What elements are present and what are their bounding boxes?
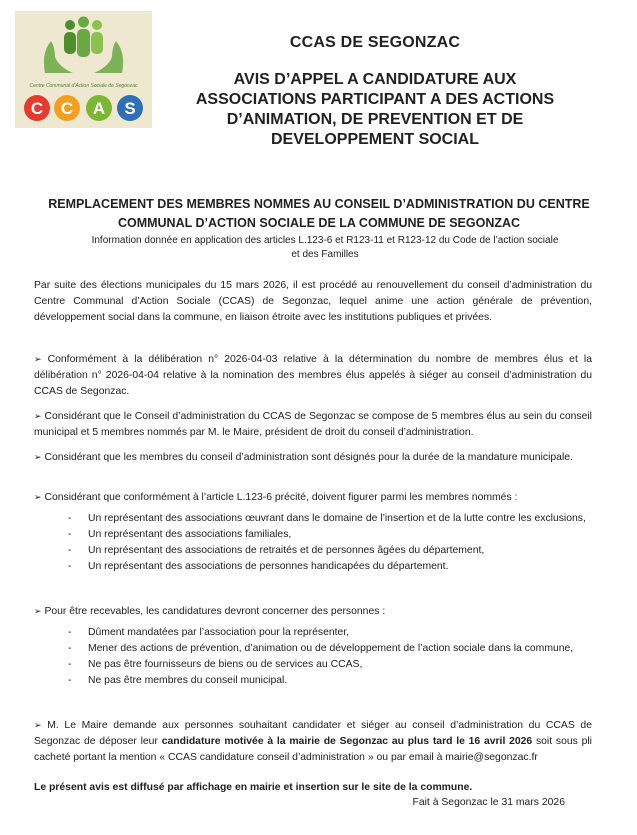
notice-title-line: ASSOCIATIONS PARTICIPANT A DES ACTIONS [195, 91, 555, 108]
logo-letter: C [60, 99, 74, 118]
maire-paragraph [34, 717, 592, 766]
logo-letter: C [30, 99, 44, 118]
logo-caption: Centre Communal d'Action Sociale de Segonzac [29, 83, 138, 89]
conditions-list [68, 625, 590, 689]
arrow-bullet-icon: ➢ [34, 452, 42, 462]
conditions-intro-text: Pour être recevables, les candidatures devront concerner des personnes : [44, 606, 386, 617]
list-item: - Mener des actions de prévention, d’animation ou de développement de l’action sociale dans la commune, [68, 641, 590, 657]
considerant-paragraph [34, 351, 592, 400]
maire-text-1: M. Le Maire demande aux personnes souhaitant candidater et siéger au conseil d’administration du CCAS de Segonzac de déposer leur [34, 720, 592, 747]
person-head-icon [65, 20, 75, 30]
maire-text-2: soit sous pli cacheté portant la mention « CCAS candidature conseil d’administration » ou par email à mairie@segonzac.fr [34, 736, 592, 763]
deadline-text: candidature motivée à la mairie de Segonzac au plus tard le 16 avril 2026 [161, 736, 533, 747]
considerant-text: Considérant que conformément à l’article L.123-6 précité, doivent figurer parmi les membres nommés : [44, 492, 518, 503]
considerant-paragraph [34, 489, 592, 506]
ccas-logo [15, 11, 152, 128]
person-body-icon [91, 32, 103, 54]
notice-title-line: D’ANIMATION, DE PREVENTION ET DE [226, 111, 524, 128]
logo-letter: S [124, 99, 136, 118]
arrow-bullet-icon: ➢ [34, 492, 42, 502]
person-head-icon [78, 17, 89, 28]
list-item: - Un représentant des associations de personnes handicapées du département. [68, 559, 590, 575]
arrow-bullet-icon: ➢ [34, 411, 42, 421]
notice-title [165, 70, 585, 150]
subtitle: REMPLACEMENT DES MEMBRES NOMMES AU CONSEIL D’ADMINISTRATION DU CENTRE COMMUNAL D’ACTION SOCIALE DE LA COMMUNE DE SEGONZAC [48, 197, 590, 230]
intro-paragraph: Par suite des élections municipales du 15 mars 2026, il est procédé au renouvellement du conseil d’administration du Centre Communal d’Action Sociale (CCAS) de Segonzac, lequel anime une action générale de prévention, développement social dans la commune, en liaison étroite avec les institutions publiques et privées. [34, 280, 592, 323]
notice-title-line: AVIS D’APPEL A CANDIDATURE AUX [233, 71, 517, 88]
considerant-paragraph [34, 408, 592, 441]
members-list [68, 511, 590, 575]
person-body-icon [77, 29, 90, 57]
list-item: - Ne pas être fournisseurs de biens ou de services au CCAS, [68, 657, 590, 673]
considerant-text: Conformément à la délibération n° 2026-04-03 relative à la détermination du nombre de membres élus et la délibération n° 2026-04-04 relative à la nomination des membres élus appelés à siéger au conseil d’administration du CCAS de Segonzac. [34, 354, 592, 397]
arrow-bullet-icon: ➢ [34, 720, 42, 730]
org-title: CCAS DE SEGONZAC [289, 34, 461, 51]
conditions-intro [34, 603, 592, 620]
arrow-bullet-icon: ➢ [34, 606, 42, 616]
person-head-icon [92, 20, 102, 30]
person-body-icon [64, 32, 76, 54]
logo-graphic [15, 11, 152, 128]
considerant-text: Considérant que le Conseil d’administration du CCAS de Segonzac se compose de 5 membres élus au sein du conseil municipal et 5 membres nommés par M. le Maire, président de droit du conseil d’administration. [34, 411, 592, 438]
list-item: - Un représentant des associations œuvrant dans le domaine de l’insertion et de la lutte contre les exclusions, [68, 511, 590, 527]
legal-info: Information donnée en application des articles L.123-6 et R123-11 et R123-12 du Code de l’action sociale et des Familles [91, 235, 559, 260]
list-item: - Un représentant des associations de retraités et de personnes âgées du département, [68, 543, 590, 559]
notice-title-line: DEVELOPPEMENT SOCIAL [270, 131, 480, 148]
header [165, 34, 585, 150]
logo-letter: A [92, 99, 106, 118]
list-item: - Dûment mandatées par l’association pour la représenter, [68, 625, 590, 641]
considerant-paragraph [34, 449, 592, 466]
diffusion-notice: Le présent avis est diffusé par affichage en mairie et insertion sur le site de la commune. [34, 782, 473, 793]
list-item: - Un représentant des associations familiales, [68, 527, 590, 543]
list-item: - Ne pas être membres du conseil municipal. [68, 673, 590, 689]
considerant-text: Considérant que les membres du conseil d’administration sont désignés pour la durée de la mandature municipale. [44, 452, 573, 463]
signature-line: Fait à Segonzac le 31 mars 2026 [412, 797, 565, 808]
arrow-bullet-icon: ➢ [34, 354, 42, 364]
